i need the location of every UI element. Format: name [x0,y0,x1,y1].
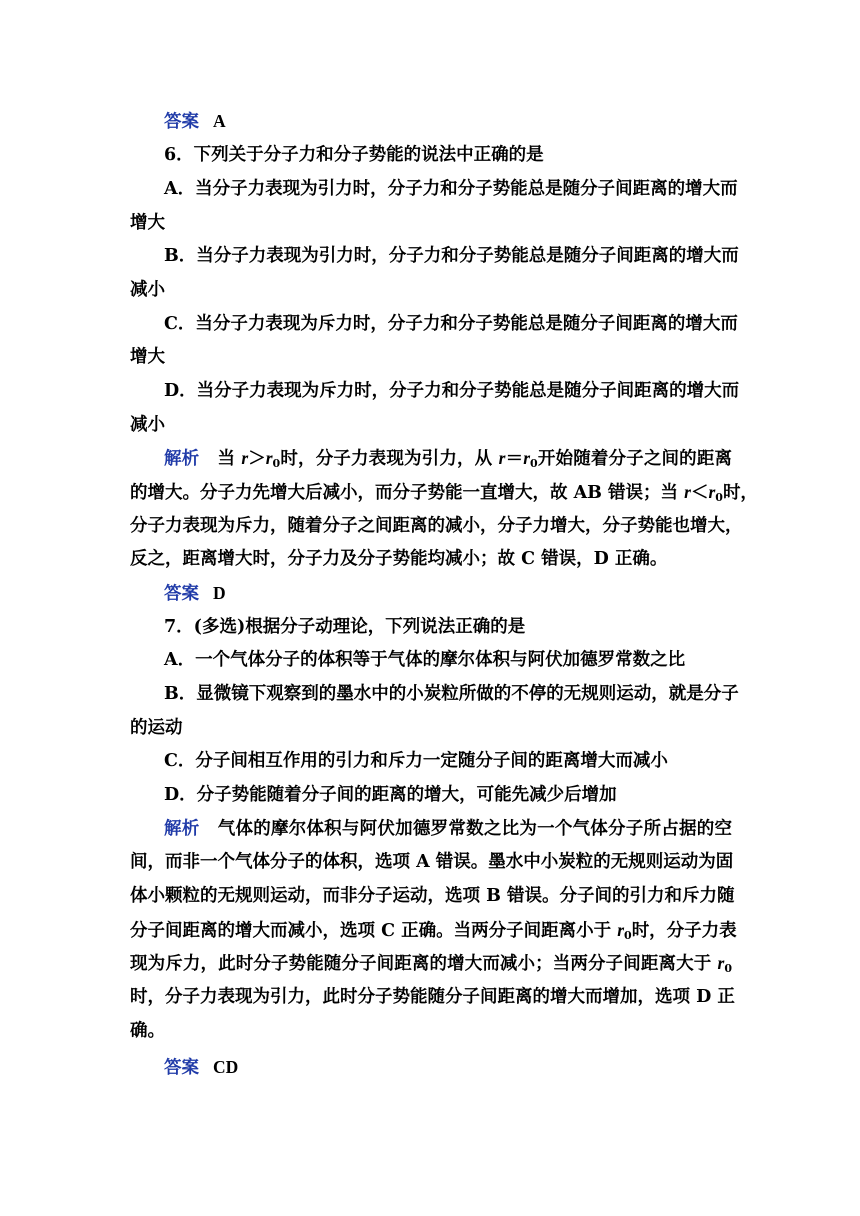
q7-option-c: C．分子间相互作用的引力和斥力一定随分子间的距离增大而减小 [164,751,668,771]
q6-option-c-cont: 增大 [130,347,165,367]
q6-option-a-cont: 增大 [130,213,165,233]
q7-stem: 7．(多选)根据分子动理论，下列说法正确的是 [164,617,526,637]
q7-analysis-line-7: 确。 [130,1021,165,1041]
answer-label: 答案 [164,584,199,604]
q6-option-b: B．当分子力表现为引力时，分子力和分子势能总是随分子间距离的增大而 [164,246,739,266]
q7-analysis-line-6: 时，分子力表现为引力，此时分子势能随分子间距离的增大而增加，选项 D 正 [130,987,735,1007]
q6-option-d: D．当分子力表现为斥力时，分子力和分子势能总是随分子间距离的增大而 [164,381,740,401]
answer-label: 答案 [164,1058,199,1078]
analysis-label: 解析 [164,819,200,839]
q6-option-d-cont: 减小 [130,415,165,435]
answer-value: CD [213,1057,239,1077]
q7-option-b-cont: 的运动 [130,718,183,738]
q6-answer-line [164,577,732,610]
q7-analysis-line-3: 体小颗粒的无规则运动，而非分子运动，选项 B 错误。分子间的引力和斥力随 [130,886,735,906]
q6-option-a: A．当分子力表现为引力时，分子力和分子势能总是随分子间距离的增大而 [164,179,738,199]
q6-option-b-cont: 减小 [130,280,165,300]
q7-analysis-line-5: 现为斥力，此时分子势能随分子间距离的增大而减小；当两分子间距离大于 $r_0$ [130,953,732,975]
q6-analysis-line-3: 分子力表现为斥力，随着分子之间距离的减小，分子力增大，分子势能也增大， [130,516,743,536]
q7-option-b: B．显微镜下观察到的墨水中的小炭粒所做的不停的无规则运动，就是分子 [164,684,739,704]
q7-analysis-line-4: 分子间距离的增大而减小，选项 C 正确。当两分子间距离小于 $r_0$时，分子力表 [130,920,737,942]
answer-label: 答案 [164,112,199,132]
q6-analysis-line-4: 反之，距离增大时，分子力及分子势能均减小；故 C 错误，D 正确。 [130,549,668,569]
analysis-label: 解析 [164,449,200,469]
q7-analysis-line-2: 间，而非一个气体分子的体积，选项 A 错误。墨水中小炭粒的无规则运动为固 [130,852,734,872]
q7-option-d: D．分子势能随着分子间的距离的增大，可能先减少后增加 [164,785,617,805]
q7-option-a: A．一个气体分子的体积等于气体的摩尔体积与阿伏加德罗常数之比 [164,650,686,670]
q6-stem: 6．下列关于分子力和分子势能的说法中正确的是 [164,145,544,165]
q7-analysis-line-1: 解析 气体的摩尔体积与阿伏加德罗常数之比为一个气体分子所占据的空 [164,819,732,839]
answer-value: D [213,583,226,603]
q5-answer-line [164,105,732,138]
q6-analysis-line-2: 的增大。分子力先增大后减小，而分子势能一直增大，故 AB 错误；当 $r<r_0$时， [130,482,758,504]
answer-value: A [213,111,226,131]
q7-answer-line [164,1051,732,1084]
q6-analysis-line-1: 解析 当 $r>r_0$时，分子力表现为引力，从 $r=r_0$开始随着分子之间的距离 [164,448,733,470]
q6-option-c: C．当分子力表现为斥力时，分子力和分子势能总是随分子间距离的增大而 [164,314,738,334]
